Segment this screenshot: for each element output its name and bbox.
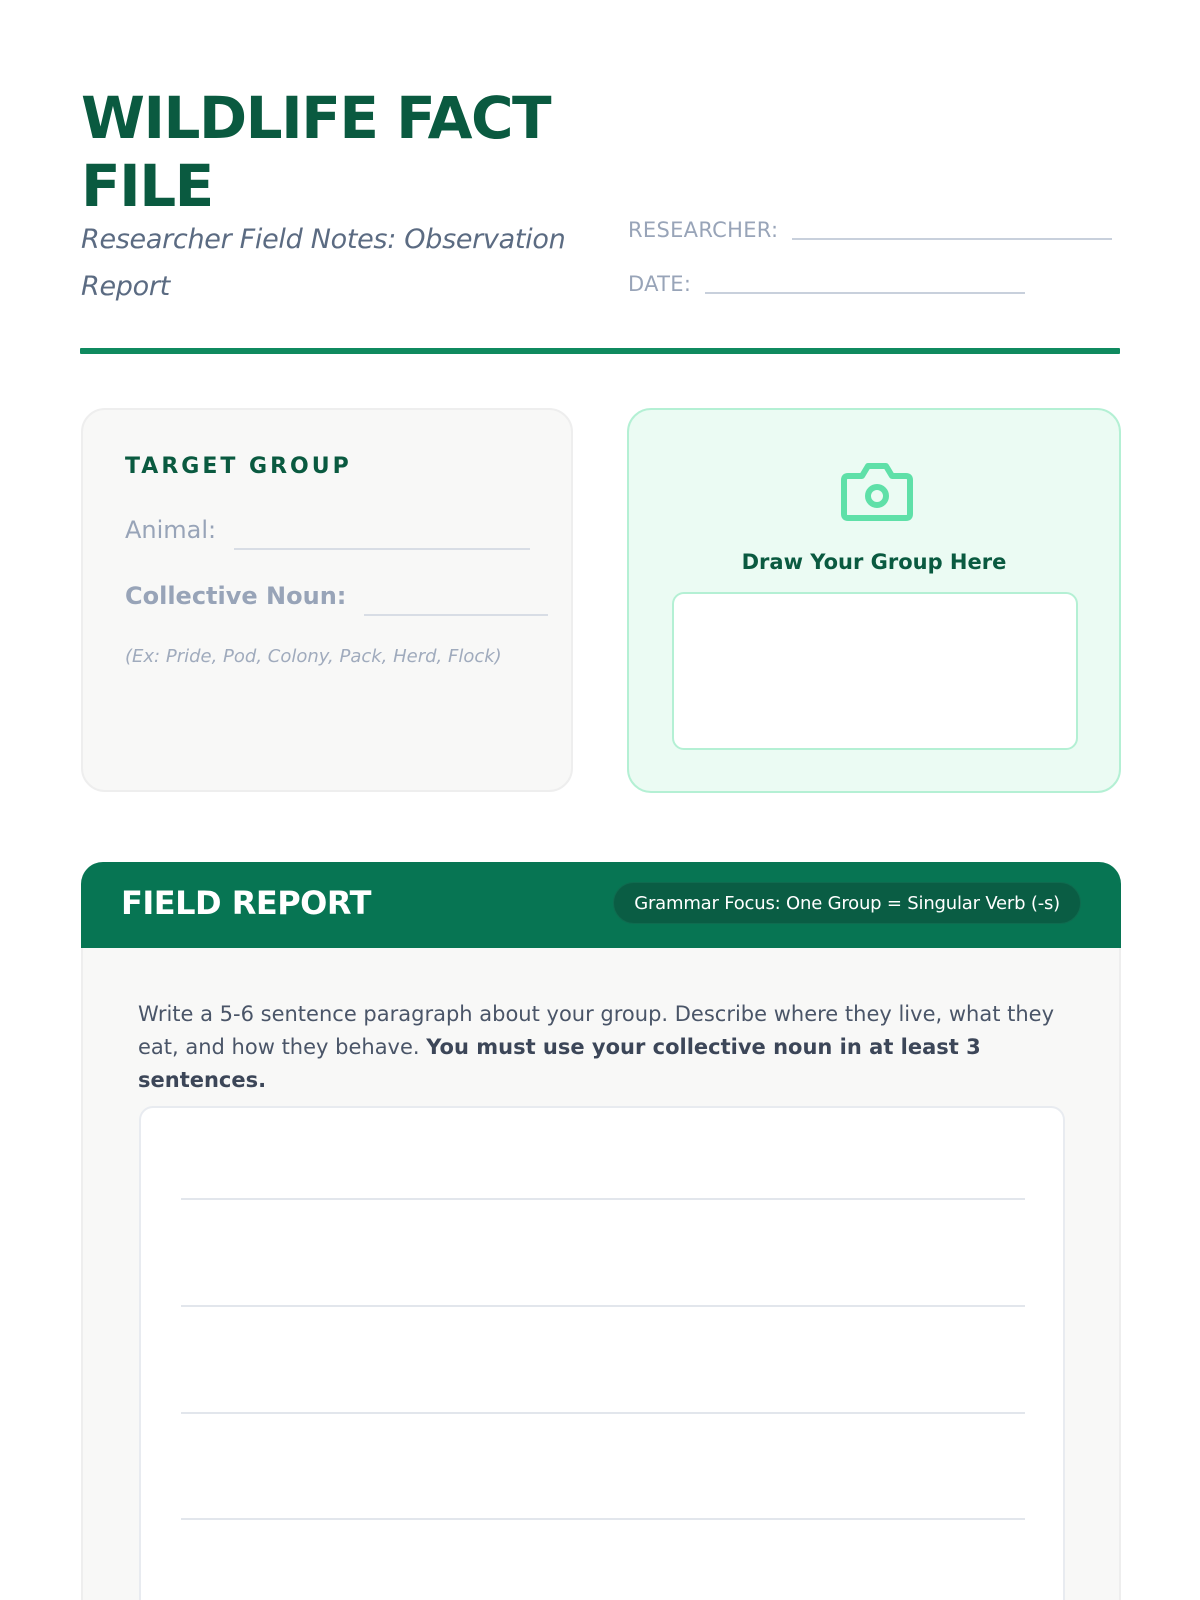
draw-label: Draw Your Group Here [741, 550, 1007, 574]
date-field[interactable] [705, 292, 1025, 294]
animal-field[interactable] [234, 548, 530, 550]
researcher-row [628, 218, 1112, 242]
writing-line [181, 1198, 1025, 1200]
target-group-card [81, 408, 573, 792]
page-subtitle: Researcher Field Notes: Observation Report [81, 224, 566, 302]
drawing-area[interactable] [672, 592, 1078, 750]
animal-label: Animal: [125, 516, 217, 544]
field-report-body [81, 948, 1121, 1600]
grammar-focus-badge: Grammar Focus: One Group = Singular Verb (-s) [613, 882, 1081, 924]
field-report-title: FIELD REPORT [121, 884, 371, 922]
field-report-header [81, 862, 1121, 948]
writing-line [181, 1518, 1025, 1520]
camera-icon [840, 460, 914, 524]
date-row [628, 272, 1025, 296]
report-instructions [138, 998, 1058, 1097]
writing-area[interactable] [139, 1106, 1065, 1600]
instructions-requirement: You must use your collective noun in at least 3 sentences. [138, 1035, 981, 1092]
header-divider [80, 348, 1120, 354]
drawing-card [627, 408, 1121, 793]
researcher-field[interactable] [792, 238, 1112, 240]
writing-line [181, 1412, 1025, 1414]
collective-noun-field[interactable] [364, 614, 548, 616]
target-group-heading: TARGET GROUP [125, 454, 352, 479]
collective-noun-examples: (Ex: Pride, Pod, Colony, Pack, Herd, Flock) [125, 646, 502, 667]
researcher-label: RESEARCHER: [628, 218, 779, 242]
date-label: DATE: [628, 272, 692, 296]
page-title: WILDLIFE FACT FILE [81, 84, 551, 220]
collective-noun-row [125, 582, 548, 610]
animal-row [125, 516, 530, 544]
writing-line [181, 1305, 1025, 1307]
instructions-text: Write a 5-6 sentence paragraph about your group. Describe where they live, what they eat, and how they behave. [138, 1002, 1054, 1059]
collective-noun-label: Collective Noun: [125, 582, 347, 610]
